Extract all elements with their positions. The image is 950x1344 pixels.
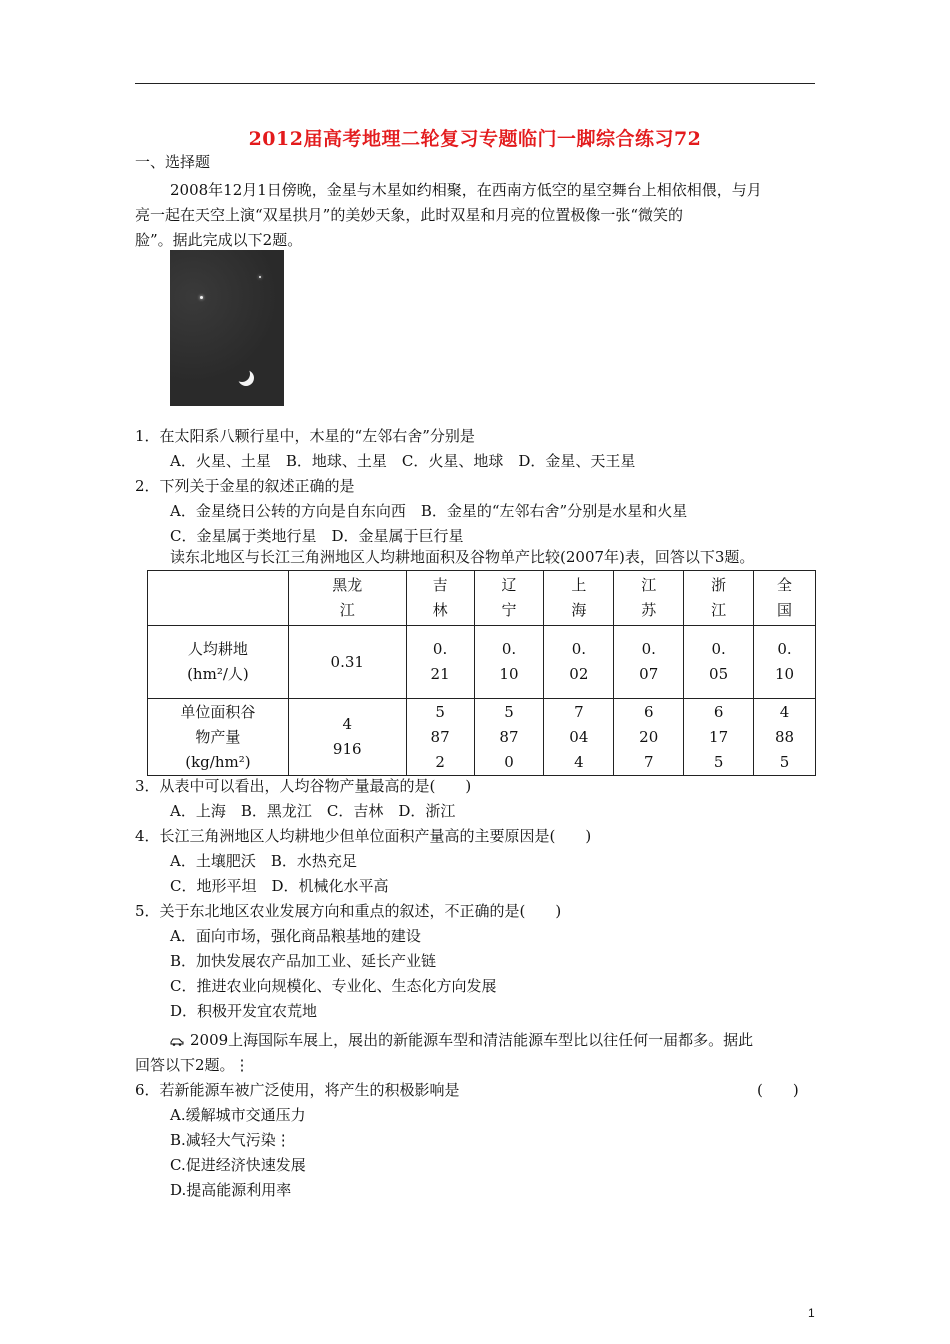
table-header-cell: 全 国 xyxy=(754,571,816,626)
table-header-cell: 上 海 xyxy=(544,571,614,626)
question-5-option: C．推进农业向规模化、专业化、生态化方向发展 xyxy=(170,977,497,995)
question-5-option: D．积极开发宜农荒地 xyxy=(170,1002,318,1020)
question-4-options: A．土壤肥沃 B．水热充足 xyxy=(170,852,357,870)
question-6-option: B.减轻大气污染⋮ xyxy=(170,1131,291,1149)
q6-intro-line: 回答以下2题。⋮ xyxy=(135,1056,250,1074)
question-3-options: A．上海 B．黑龙江 C．吉林 D．浙江 xyxy=(170,802,456,820)
question-5-option: B．加快发展农产品加工业、延长产业链 xyxy=(170,952,437,970)
question-6-option: A.缓解城市交通压力 xyxy=(170,1106,306,1124)
venus-star xyxy=(200,296,203,299)
question-4-options: C．地形平坦 D．机械化水平高 xyxy=(170,877,389,895)
table-cell: 6 17 5 xyxy=(684,699,754,776)
question-6-option: D.提高能源利用率 xyxy=(170,1181,292,1199)
answer-bracket: ( ) xyxy=(757,1081,799,1099)
row-label-cell: 人均耕地 (hm²/人) xyxy=(148,626,289,699)
table-corner-cell xyxy=(148,571,289,626)
crescent-moon-icon xyxy=(234,366,250,382)
table-cell: 0. 21 xyxy=(406,626,474,699)
farmland-comparison-table xyxy=(147,570,816,776)
intro-line: 2008年12月1日傍晚，金星与木星如约相聚，在西南方低空的星空舞台上相依相偎，与月 xyxy=(170,181,762,199)
page-number: 1 xyxy=(808,1306,815,1320)
table-cell: 7 04 4 xyxy=(544,699,614,776)
question-2-options: A．金星绕日公转的方向是自东向西 B．金星的“左邻右舍”分别是水星和火星 xyxy=(170,502,688,520)
table-cell: 0. 10 xyxy=(474,626,544,699)
table-cell: 5 87 2 xyxy=(406,699,474,776)
question-1-options: A．火星、土星 B．地球、土星 C．火星、地球 D．金星、天王星 xyxy=(170,452,636,470)
question-4-stem: 4．长江三角洲地区人均耕地少但单位面积产量高的主要原因是( ) xyxy=(135,827,592,845)
jupiter-star xyxy=(259,276,261,278)
car-icon xyxy=(170,1036,184,1046)
question-6-option: C.促进经济快速发展 xyxy=(170,1156,306,1174)
page-title: 2012届高考地理二轮复习专题临门一脚综合练习72 xyxy=(248,128,702,150)
question-2-stem: 2．下列关于金星的叙述正确的是 xyxy=(135,477,355,495)
question-1-stem: 1．在太阳系八颗行星中，木星的“左邻右舍”分别是 xyxy=(135,427,475,445)
question-5-option: A．面向市场，强化商品粮基地的建设 xyxy=(170,927,421,945)
table-row xyxy=(148,626,816,699)
intro-line: 脸”。据此完成以下2题。 xyxy=(135,231,303,249)
table-cell: 4 88 5 xyxy=(754,699,816,776)
table-header-cell: 黑龙 江 xyxy=(288,571,406,626)
table-cell: 0. 10 xyxy=(754,626,816,699)
q6-intro-text: 2009上海国际车展上，展出的新能源车型和清洁能源车型比以往任何一届都多。据此 xyxy=(190,1031,754,1049)
table-cell: 0. 02 xyxy=(544,626,614,699)
table-intro: 读东北地区与长江三角洲地区人均耕地面积及谷物单产比较(2007年)表，回答以下3题。 xyxy=(170,548,755,566)
table-cell: 4 916 xyxy=(288,699,406,776)
table-header-cell: 吉 林 xyxy=(406,571,474,626)
table-cell: 5 87 0 xyxy=(474,699,544,776)
intro-line: 亮一起在天空上演“双星拱月”的美妙天象，此时双星和月亮的位置极像一张“微笑的 xyxy=(135,206,684,224)
question-6-stem: 6．若新能源车被广泛使用，将产生的积极影响是 xyxy=(135,1081,460,1099)
table-header-cell: 江 苏 xyxy=(614,571,684,626)
question-2-options: C．金星属于类地行星 D．金星属于巨行星 xyxy=(170,527,464,545)
table-cell: 6 20 7 xyxy=(614,699,684,776)
header-rule xyxy=(135,83,815,84)
night-sky-photo xyxy=(170,250,284,406)
table-header-row xyxy=(148,571,816,626)
table-header-cell: 辽 宁 xyxy=(474,571,544,626)
question-3-stem: 3．从表中可以看出，人均谷物产量最高的是( ) xyxy=(135,777,472,795)
table-cell: 0. 07 xyxy=(614,626,684,699)
section-heading: 一、选择题 xyxy=(135,153,211,171)
row-label-cell: 单位面积谷 物产量 (kg/hm²) xyxy=(148,699,289,776)
q6-intro-line xyxy=(170,1030,753,1050)
table-cell: 0.31 xyxy=(288,626,406,699)
table-row xyxy=(148,699,816,776)
table-header-cell: 浙 江 xyxy=(684,571,754,626)
table-cell: 0. 05 xyxy=(684,626,754,699)
question-5-stem: 5．关于东北地区农业发展方向和重点的叙述，不正确的是( ) xyxy=(135,902,562,920)
